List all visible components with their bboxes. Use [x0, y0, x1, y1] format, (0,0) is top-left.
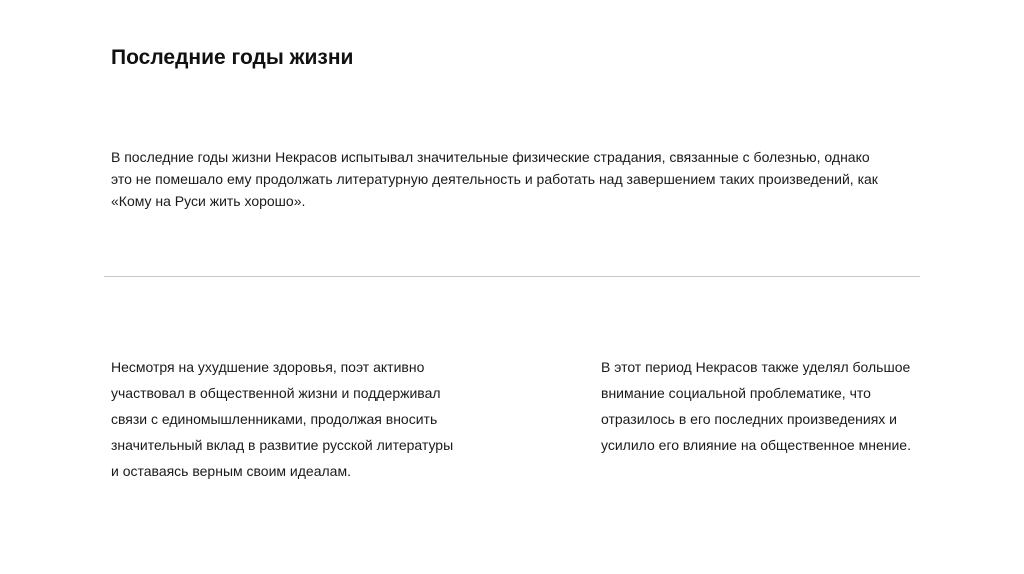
left-column-line: значительный вклад в развитие русской литературы: [111, 437, 454, 453]
right-column-paragraph: [601, 354, 941, 458]
intro-line: это не помешало ему продолжать литературную деятельность и работать над завершением таких произведений, как: [111, 171, 878, 187]
right-column-line: усилило его влияние на общественное мнение.: [601, 437, 911, 453]
right-column-line: В этот период Некрасов также уделял большое: [601, 359, 911, 375]
section-divider: [104, 276, 920, 277]
intro-line: «Кому на Руси жить хорошо».: [111, 193, 306, 209]
intro-line: В последние годы жизни Некрасов испытывал значительные физические страдания, связанные с болезнью, однако: [111, 149, 870, 165]
left-column-line: и оставаясь верным своим идеалам.: [111, 463, 351, 479]
left-column-line: Несмотря на ухудшение здоровья, поэт активно: [111, 359, 425, 375]
intro-paragraph: [111, 146, 878, 212]
left-column-paragraph: [111, 354, 471, 484]
left-column-line: связи с единомышленниками, продолжая вносить: [111, 411, 438, 427]
right-column-line: отразилось в его последних произведениях и: [601, 411, 898, 427]
page-title: Последние годы жизни: [111, 46, 354, 69]
right-column-line: внимание социальной проблематике, что: [601, 385, 871, 401]
left-column-line: участвовал в общественной жизни и поддерживал: [111, 385, 441, 401]
